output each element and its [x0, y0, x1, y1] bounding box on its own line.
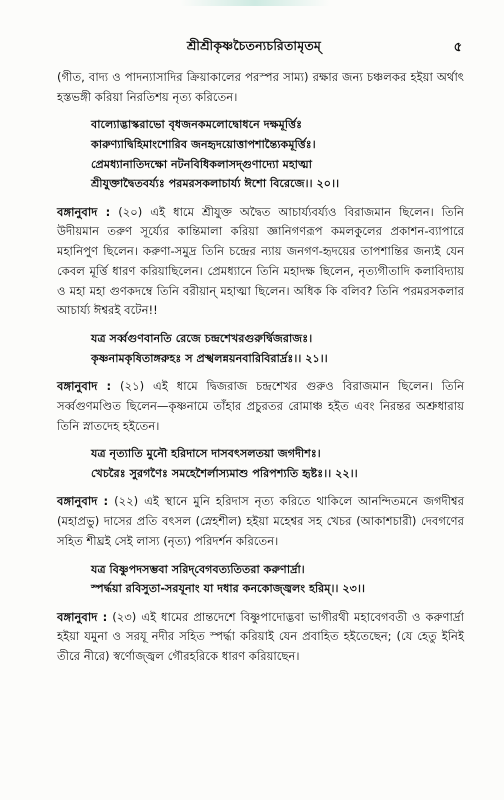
- translation-line: প্রকাশন-ব্যাপারে মহানিপুণ ছিলেন। করুণা-সমুদ্র তিনি চন্দ্রের ন্যায়: [57, 224, 465, 259]
- verse-line: কৃষ্ণনামকৃষিতাঙ্গরুহঃ স প্রস্খলন্নয়নবারিবিরার্দ্রঃ।। ২১।।: [91, 351, 328, 365]
- translation-label: বঙ্গানুবাদ :: [57, 494, 109, 509]
- translation-line: ঈশ্বরই বটেন!!: [93, 303, 158, 318]
- sanskrit-verse-23: [57, 560, 464, 599]
- translation-line: (২০) এই ধামে শ্রীযুক্ত অদ্বৈত আচার্য্যবর্য্যও বিরাজমান ছিলেন। তিনি: [110, 204, 464, 219]
- translation-line: (২১) এই ধামে দ্বিজরাজ চন্দ্রশেখর গুরুও বিরাজমান ছিলেন। তিনি: [111, 379, 464, 394]
- translation-line: (২৩) এই ধামের প্রান্তদেশে বিষ্ণুপাদোদ্ভবা ভাগীরথী মহাবেগবতী ও: [107, 609, 421, 624]
- verse-line: প্রেমধ্যানাতিদক্ষো নটনবিধিকলাসদ্গুণাদ্যো মহাত্মা: [91, 157, 313, 171]
- sanskrit-verse-20: [57, 115, 464, 193]
- sanskrit-verse-22: [57, 444, 464, 483]
- verse-line: খেচরৈঃ সুরগণৈঃ সমহেশৈর্লাস্যমাশু পরিপশ্যতি হৃষ্টঃ।। ২২।।: [91, 466, 358, 480]
- top-decoration: [180, 0, 330, 6]
- translation-paragraph-23: [57, 608, 464, 667]
- translation-label: বঙ্গানুবাদ :: [57, 609, 108, 624]
- verse-line: স্পর্দ্ধয়া রবিসুতা-সরযূনাং যা দধার কনকোজ্জ্বলং হরিম্‌।। ২৩।।: [91, 582, 365, 596]
- intro-line: হইয়া অর্থাৎ হস্তভঙ্গী করিয়া নিরতিশয় নৃত্য করিতেন।: [57, 70, 464, 104]
- intro-paragraph: [57, 68, 464, 107]
- intro-line: (গীত, বাদ্য ও পাদন্যাসাদির ক্রিয়াকালের পরস্পর সাম্য) রক্ষার জন্য চঞ্চলকর: [57, 70, 407, 84]
- translation-line: উদীয়মান তরুণ সূর্য্যের কান্তিমালা করিয়া জ্ঞানিগণরূপ কমলকুলের: [57, 224, 383, 239]
- verse-line: যত্র বিষ্ণুপদসম্ভবা সরিদ্‌বেগবত্যতিতরা করুণার্দ্রা।: [91, 562, 305, 576]
- page-header: [44, 38, 464, 58]
- translation-paragraph-21: [57, 377, 464, 436]
- verse-line: বাল্যোদ্ভাস্করাভো বৃধজনকমলোদ্বোধনে দক্ষমূর্ত্তিঃ: [91, 118, 303, 132]
- translation-line: প্রেমধ্যানে তিনি মহাদক্ষ ছিলেন, নৃত্যগীতাদি কলাবিদ্যায় ও মহা মহা গুণকদম্বে: [57, 263, 464, 298]
- translation-line: সর্ব্বগুণমণ্ডিত ছিলেন—কৃষ্ণনামে তাঁহার প্রচুরতর রোমাঞ্চ হইত এবং নিরন্তর: [57, 398, 411, 413]
- translation-line: অশ্রুধারায় তিনি স্নাতদেহ হইতেন।: [57, 398, 464, 433]
- translation-paragraph-22: [57, 492, 464, 551]
- translation-line: (২২) এই স্থানে মুনি হরিদাস নৃত্য করিতে থাকিলে আনন্দিতমনে: [108, 494, 418, 509]
- translation-line: হইতেছেন; (যে হেতু ইনিই তীরে নীরে) স্বর্ণোজ্জ্বল গৌরহরিকে ধারণ করিয়াছেন।: [57, 629, 465, 664]
- translation-label: বঙ্গানুবাদ :: [57, 379, 112, 394]
- translation-paragraph-20: [57, 203, 464, 321]
- running-title: শ্রীশ্রীকৃষ্ণচৈতন্যচরিতামৃতম্‌: [186, 38, 322, 53]
- sanskrit-verse-21: [57, 329, 464, 368]
- translation-line: জগদীশ্বর (মহাপ্রভু) দাসের প্রতি বৎসল (স্নেহশীল) হইয়া মহেশ্বর সহ খেচর: [57, 494, 464, 529]
- translation-line: তিনি বরীয়ান্‌ মহাত্মা ছিলেন। অধিক কি বলিব? তিনি পরমরসকলার আচার্য্য: [57, 283, 465, 318]
- translation-label: বঙ্গানুবাদ :: [57, 204, 111, 219]
- verse-line: যত্র সর্ব্বগুণবানতি রেজে চন্দ্রশেখরগুরুর্দ্বিজরাজঃ।: [91, 332, 313, 345]
- verse-line: শ্রীযুক্তাদ্বৈতবর্য্যঃ পরমরসকলাচার্য্য ঈশো বিরেজে।। ২০।।: [91, 177, 340, 191]
- translation-line: জনগণ-হৃদয়ের তাপশান্তির জন্যই যেন কেবল মূর্ত্তি ধারণ করিয়াছিলেন।: [57, 244, 465, 278]
- verse-line: যত্র নৃত্যাতি মুনৌ হরিদাসে দাসবৎসলতয়া জগদীশঃ।: [91, 447, 321, 461]
- translation-line: করুণার্দ্রা হইয়া যমুনা ও সরযূ নদীর সহিত স্পর্দ্ধা করিয়াই যেন প্রবাহিত: [57, 609, 464, 644]
- page-body: [57, 68, 464, 667]
- translation-line: (আকাশচারী) দেবগণের সহিত শীঘ্রই সেই লাস্য (নৃত্য) পরিদর্শন করিতেন।: [57, 514, 464, 548]
- verse-line: কারুণ্যাদ্বিহিমাংশোরিব জনহৃদয়োত্তাপশান্ত্যৈকমূর্ত্তিঃ।: [91, 138, 316, 151]
- page-number: ৫: [453, 40, 462, 55]
